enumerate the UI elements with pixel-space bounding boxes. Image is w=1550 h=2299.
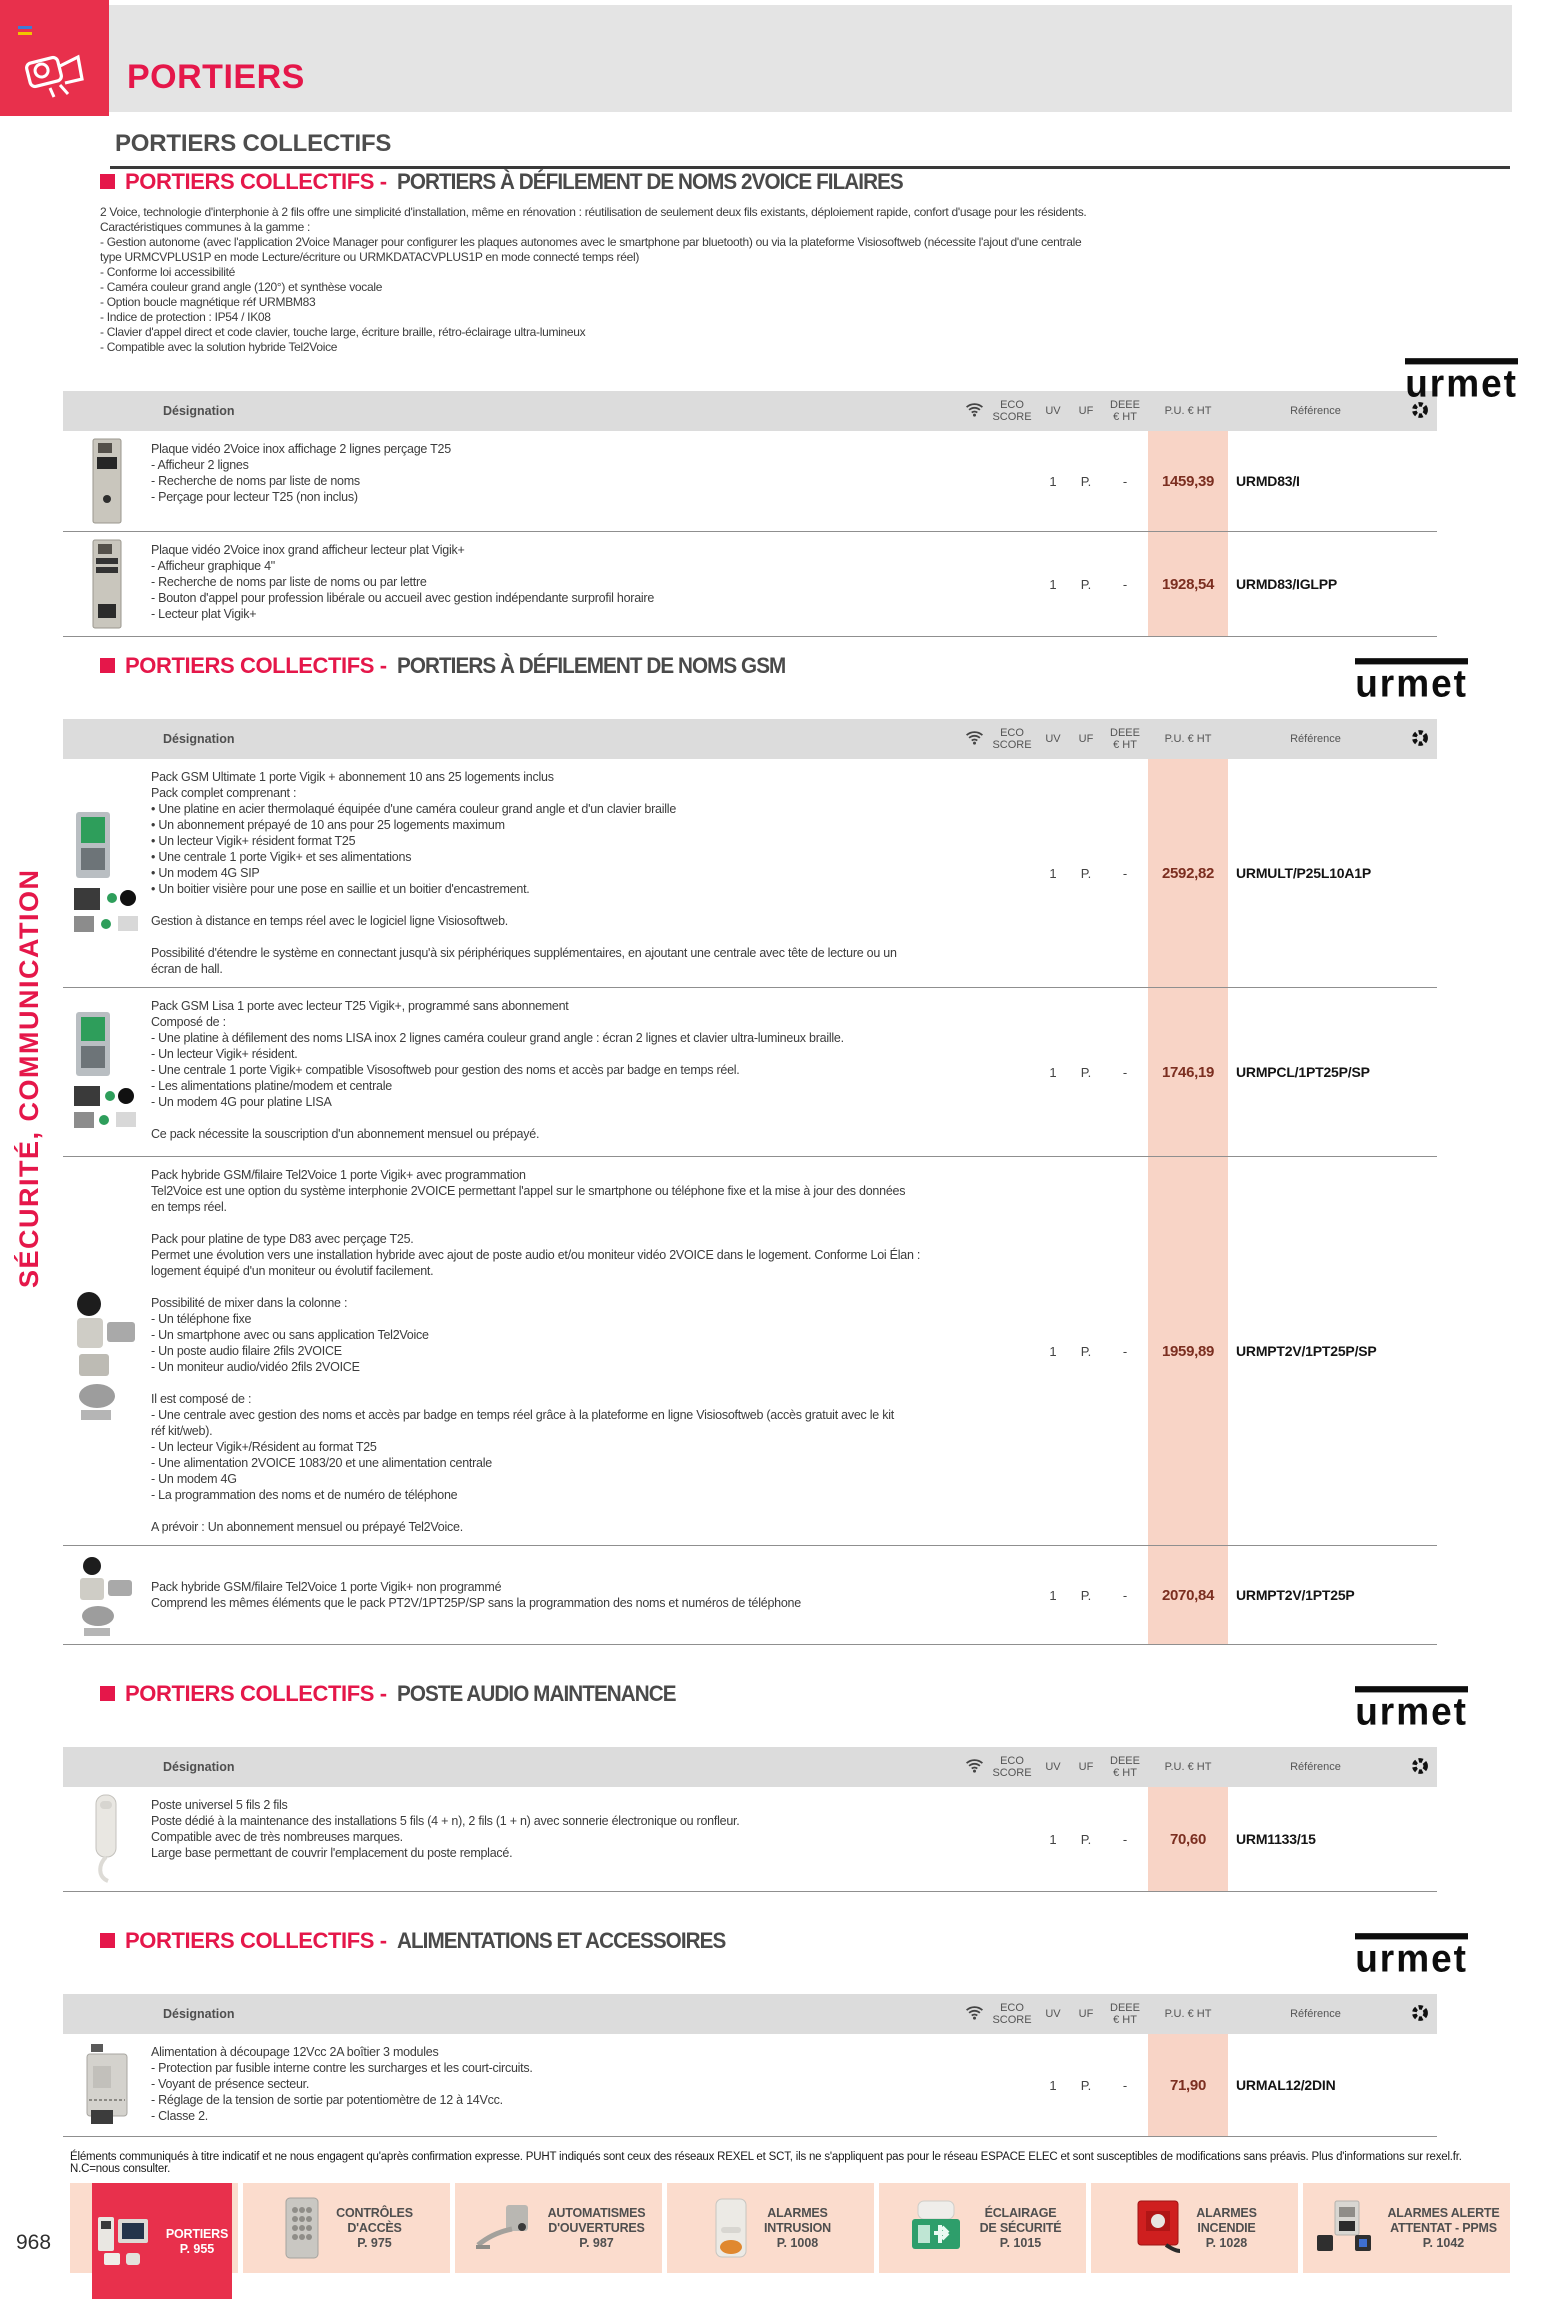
reference-cell: URMD83/IGLPP (1236, 576, 1338, 592)
mini-menu-icon (18, 26, 32, 38)
price-cell: 1928,54 (1148, 532, 1228, 636)
col-uf: UF (1078, 733, 1094, 745)
gate-motor-photo (472, 2201, 536, 2255)
col-uv: UV (1045, 2008, 1061, 2020)
uf-cell: P. (1080, 1064, 1092, 1080)
page-title: PORTIERS (127, 58, 305, 96)
product-image (63, 431, 151, 531)
section-kicker: PORTIERS COLLECTIFS - (125, 1928, 387, 1953)
section-heading (100, 1928, 1550, 1954)
urmet-logo: urmet (1355, 1933, 1468, 1977)
section-kicker: PORTIERS COLLECTIFS - (125, 169, 387, 194)
segmented-ring-icon (1403, 729, 1437, 750)
eco-cell (988, 988, 1036, 1156)
col-eco-score: ECO SCORE (992, 1755, 1032, 1779)
deee-cell: - (1122, 1587, 1128, 1603)
sidebar-vertical-label: SÉCURITÉ, COMMUNICATION (14, 868, 44, 1288)
footer-category-page: P. 1015 (999, 2236, 1042, 2250)
col-reference: Référence (1290, 405, 1341, 417)
col-uf: UF (1078, 2008, 1094, 2020)
table-header-row (63, 391, 1437, 431)
uv-cell: 1 (1049, 1343, 1057, 1359)
price-cell: 1459,39 (1148, 431, 1228, 531)
col-deee: DEEE € HT (1110, 399, 1140, 423)
section-heading (100, 169, 1550, 195)
portiers-photo (96, 2213, 154, 2269)
col-pu: P.U. € HT (1164, 405, 1212, 417)
col-pu: P.U. € HT (1164, 1761, 1212, 1773)
category-nav-bar (70, 2183, 1510, 2273)
table-header-row (63, 1994, 1437, 2034)
product-image (63, 2034, 151, 2136)
price-cell: 70,60 (1148, 1787, 1228, 1891)
options-cell (1403, 1546, 1437, 1644)
table-row (63, 2034, 1437, 2137)
options-cell (1403, 1157, 1437, 1545)
uf-cell: P. (1080, 1831, 1092, 1847)
designation-text: Pack hybride GSM/filaire Tel2Voice 1 porte Vigik+ non programmé Comprend les mêmes éléments que le pack PT2V/1PT25P/SP sans la programmation des noms et numéros de téléphone (151, 1580, 801, 1610)
product-image (63, 988, 151, 1156)
col-designation: Désignation (163, 1760, 235, 1774)
designation-text: Alimentation à découpage 12Vcc 2A boîtier 3 modules - Protection par fusible interne contre les surcharges et les court-circuits. - Voyant de présence secteur. - Réglage de la tension de sortie par potentiomètre de 12 à 14Vcc. - Classe 2. (151, 2045, 533, 2123)
col-uv: UV (1045, 405, 1061, 417)
segmented-ring-icon (1403, 2004, 1437, 2025)
footer-category-page: P. 955 (179, 2241, 215, 2256)
uv-cell: 1 (1049, 1064, 1057, 1080)
footer-category-alarmes-alerte-attentat[interactable] (1298, 2183, 1510, 2273)
urmet-logo: urmet (1355, 658, 1468, 702)
uf-cell: P. (1080, 865, 1092, 881)
eco-cell (988, 431, 1036, 531)
uv-cell: 1 (1049, 473, 1057, 489)
footer-category-alarmes-intrusion[interactable] (662, 2183, 874, 2273)
category-red-tile (0, 0, 109, 116)
section-2voice-filaires (0, 169, 1550, 637)
page-subtitle: PORTIERS COLLECTIFS (115, 130, 392, 157)
col-uv: UV (1045, 1761, 1061, 1773)
wifi-cell (960, 532, 988, 636)
table-row (63, 1546, 1437, 1645)
price-cell: 1746,19 (1148, 988, 1228, 1156)
col-deee: DEEE € HT (1110, 1755, 1140, 1779)
uf-cell: P. (1080, 1343, 1092, 1359)
call-point-photo (1132, 2199, 1184, 2257)
uv-cell: 1 (1049, 1587, 1057, 1603)
col-eco-score: ECO SCORE (992, 399, 1032, 423)
table-row (63, 988, 1437, 1157)
wifi-cell (960, 1546, 988, 1644)
uv-cell: 1 (1049, 1831, 1057, 1847)
wifi-cell (960, 1157, 988, 1545)
uf-cell: P. (1080, 576, 1092, 592)
footer-category-label: AUTOMATISMES D'OUVERTURES (547, 2206, 646, 2235)
footer-category-label: ALARMES INTRUSION (764, 2206, 831, 2235)
footer-category-controles-acces[interactable] (238, 2183, 450, 2273)
page-number: 968 (16, 2231, 52, 2254)
footer-category-label: PORTIERS (165, 2226, 229, 2241)
reference-cell: URMPCL/1PT25P/SP (1236, 1064, 1370, 1080)
price-cell: 1959,89 (1148, 1157, 1228, 1545)
col-uf: UF (1078, 1761, 1094, 1773)
footer-category-page: P. 1008 (776, 2236, 819, 2250)
wifi-icon (960, 402, 988, 420)
eco-cell (988, 532, 1036, 636)
section-title: POSTE AUDIO MAINTENANCE (396, 1681, 676, 1706)
ppms-devices-photo (1313, 2199, 1375, 2257)
page-header (0, 0, 1550, 112)
options-cell (1403, 988, 1437, 1156)
keypad-photo (280, 2196, 324, 2260)
uf-cell: P. (1080, 1587, 1092, 1603)
footer-category-automatismes[interactable] (450, 2183, 662, 2273)
section-poste-audio (0, 1681, 1550, 1892)
eco-cell (988, 1157, 1036, 1545)
footer-category-label: ALARMES INCENDIE (1196, 2206, 1257, 2235)
table-row (63, 1157, 1437, 1546)
footer-category-alarmes-incendie[interactable] (1086, 2183, 1298, 2273)
reference-cell: URMAL12/2DIN (1236, 2077, 1336, 2093)
col-designation: Désignation (163, 2007, 235, 2021)
wifi-cell (960, 2034, 988, 2136)
section-title: PORTIERS À DÉFILEMENT DE NOMS GSM (396, 653, 786, 678)
table-row (63, 1787, 1437, 1892)
deee-cell: - (1122, 473, 1128, 489)
product-image (63, 1546, 151, 1644)
wifi-cell (960, 759, 988, 987)
designation-text: Poste universel 5 fils 2 fils Poste dédié à la maintenance des installations 5 fils (4 + n), 2 fils (1 + n) avec sonnerie électronique ou ronfleur. Compatible avec de très nombreuses marques. Large base permettant de couvrir l'emplacement du poste remplacé. (151, 1798, 740, 1860)
urmet-logo: urmet (1355, 1686, 1468, 1730)
intercom-camera-icon (20, 48, 90, 100)
options-cell (1403, 2034, 1437, 2136)
footer-category-label: CONTRÔLES D'ACCÈS (336, 2206, 413, 2235)
col-reference: Référence (1290, 733, 1341, 745)
options-cell (1403, 431, 1437, 531)
deee-cell: - (1122, 865, 1128, 881)
col-eco-score: ECO SCORE (992, 2002, 1032, 2026)
deee-cell: - (1122, 1831, 1128, 1847)
red-square-bullet-icon (100, 174, 115, 189)
options-cell (1403, 532, 1437, 636)
uf-cell: P. (1080, 473, 1092, 489)
designation-text: Pack GSM Ultimate 1 porte Vigik + abonnement 10 ans 25 logements inclus Pack complet comprenant : • Une platine en acier thermolaqué équipée d'une caméra couleur grand angle et d'un clavier braille • Un abonnement prépayé de 10 ans pour 25 logements maximum • Un lecteur Vigik+ résident format T25 • Une centrale 1 porte Vigik+ et ses alimentations • Un modem 4G SIP • Un boitier visière pour une pose en saillie et un boitier d'encastrement. Gestion à distance en temps réel avec le logiciel ligne Visiosoftweb. Possibilité d'étendre le système en connectant jusqu'à six périphériques supplémentaires, en ajoutant une centrale avec tête de lecture ou un écran de hall. (151, 770, 897, 976)
product-table-poste-audio (63, 1747, 1437, 1892)
eco-cell (988, 1787, 1036, 1891)
section-gsm (0, 653, 1550, 1645)
reference-cell: URMPT2V/1PT25P/SP (1236, 1343, 1377, 1359)
subtitle-wrap (115, 130, 1550, 158)
footer-category-page: P. 975 (357, 2236, 392, 2250)
section-kicker: PORTIERS COLLECTIFS - (125, 1681, 387, 1706)
footer-category-eclairage-securite[interactable] (874, 2183, 1086, 2273)
section-alimentations (0, 1928, 1550, 2137)
red-square-bullet-icon (100, 658, 115, 673)
product-table-gsm (63, 719, 1437, 1645)
col-designation: Désignation (163, 732, 235, 746)
col-uf: UF (1078, 405, 1094, 417)
segmented-ring-icon (1403, 1757, 1437, 1778)
col-eco-score: ECO SCORE (992, 727, 1032, 751)
price-cell: 71,90 (1148, 2034, 1228, 2136)
reference-cell: URMPT2V/1PT25P (1236, 1587, 1355, 1603)
wifi-icon (960, 1758, 988, 1776)
designation-text: Pack hybride GSM/filaire Tel2Voice 1 porte Vigik+ avec programmation Tel2Voice est une option du système interphonie 2VOICE permettant l'appel sur le smartphone ou téléphone fixe et la mise à jour des données en temps réel. Pack pour platine de type D83 avec perçage T25. Permet une évolution vers une installation hybride avec ajout de poste audio et/ou moniteur vidéo 2VOICE dans le logement. Conforme Loi Élan : logement équipé d'un moniteur ou évolutif facilement. Possibilité de mixer dans la colonne : - Un téléphone fixe - Un smartphone avec ou sans application Tel2Voice - Un poste audio filaire 2fils 2VOICE - Un moniteur audio/vidéo 2fils 2VOICE Il est composé de : - Une centrale avec gestion des noms et accès par badge en temps réel grâce à la plateforme en ligne Visiosoftweb (accès gratuit avec le kit réf kit/web). - Un lecteur Vigik+/Résident au format T25 - Une alimentation 2VOICE 1083/20 et une alimentation centrale - Un modem 4G - La programmation des noms et de numéro de téléphone A prévoir : Un abonnement mensuel ou prépayé Tel2Voice. (151, 1168, 921, 1534)
reference-cell: URMD83/I (1236, 473, 1300, 489)
price-cell: 2592,82 (1148, 759, 1228, 987)
price-cell: 2070,84 (1148, 1546, 1228, 1644)
deee-cell: - (1122, 1064, 1128, 1080)
red-square-bullet-icon (100, 1933, 115, 1948)
product-image (63, 759, 151, 987)
eco-cell (988, 1546, 1036, 1644)
product-image (63, 1787, 151, 1891)
col-pu: P.U. € HT (1164, 733, 1212, 745)
col-reference: Référence (1290, 2008, 1341, 2020)
table-header-row (63, 1747, 1437, 1787)
col-deee: DEEE € HT (1110, 2002, 1140, 2026)
footer-category-label: ALARMES ALERTE ATTENTAT - PPMS (1387, 2206, 1500, 2235)
footer-category-page: P. 1042 (1422, 2236, 1465, 2250)
wifi-cell (960, 1787, 988, 1891)
uf-cell: P. (1080, 2077, 1092, 2093)
col-pu: P.U. € HT (1164, 2008, 1212, 2020)
product-table-alimentations (63, 1994, 1437, 2137)
page-footer (0, 2183, 1550, 2273)
product-image (63, 532, 151, 636)
footer-category-page: P. 1028 (1205, 2236, 1248, 2250)
eco-cell (988, 2034, 1036, 2136)
header-gray-strip (104, 5, 1512, 112)
col-uv: UV (1045, 733, 1061, 745)
deee-cell: - (1122, 2077, 1128, 2093)
col-reference: Référence (1290, 1761, 1341, 1773)
designation-text: Plaque vidéo 2Voice inox grand afficheur lecteur plat Vigik+ - Afficheur graphique 4" - Recherche de noms par liste de noms ou par lettre - Bouton d'appel pour profession libérale ou accueil avec gestion indépendante surprofil horaire - Lecteur plat Vigik+ (151, 543, 655, 621)
wifi-icon (960, 730, 988, 748)
exit-sign-photo (904, 2199, 968, 2257)
deee-cell: - (1122, 576, 1128, 592)
table-row (63, 431, 1437, 532)
disclaimer-text: Éléments communiqués à titre indicatif et ne nous engagent qu'après confirmation expresse. PUHT indiqués sont ceux des réseaux REXEL et SCT, ils ne s'appliquent pas pour le réseau ESPACE ELEC et sont susceptibles de modifications sans préavis. Plus d'informations sur rexel.fr. N.C=nous consulter. (70, 2151, 1462, 2175)
options-cell (1403, 1787, 1437, 1891)
siren-photo (710, 2197, 752, 2259)
wifi-cell (960, 431, 988, 531)
section-title: ALIMENTATIONS ET ACCESSOIRES (396, 1928, 726, 1953)
footer-category-page: P. 987 (579, 2236, 614, 2250)
red-square-bullet-icon (100, 1686, 115, 1701)
uv-cell: 1 (1049, 865, 1057, 881)
section-intro-text: 2 Voice, technologie d'interphonie à 2 fils offre une simplicité d'installation, même en rénovation : réutilisation de seulement deux fils existants, déploiement rapide, confort d'usage pour les résidents. Caractéristiques communes à la gamme : - Gestion autonome (avec l'application 2Voice Manager pour configurer les plaques autonomes avec le smartphone par bluetooth) ou via la plateforme Visiosoftweb (nécessite l'ajout d'une centrale type URMCVPLUS1P en mode Lecture/écriture ou URMKDATACVPLUS1P en mode connecté temps réel) - Conforme loi accessibilité - Caméra couleur grand angle (120°) et synthèse vocale - Option boucle magnétique réf URMBM83 - Indice de protection : IP54 / IK08 - Clavier d'appel direct et code clavier, touche large, écriture braille, rétro-éclairage ultra-lumineux - Compatible avec la solution hybride Tel2Voice (100, 205, 1087, 354)
eco-cell (988, 759, 1036, 987)
section-kicker: PORTIERS COLLECTIFS - (125, 653, 387, 678)
section-heading (100, 1681, 1550, 1707)
reference-cell: URMULT/P25L10A1P (1236, 865, 1372, 881)
table-row (63, 532, 1437, 637)
section-heading (100, 653, 1550, 679)
wifi-cell (960, 988, 988, 1156)
footer-category-portiers[interactable] (92, 2183, 232, 2299)
designation-text: Pack GSM Lisa 1 porte avec lecteur T25 Vigik+, programmé sans abonnement Composé de : - Une platine à défilement des noms LISA inox 2 lignes caméra couleur grand angle : écran 2 lignes et clavier ultra-lumineux braille. - Un lecteur Vigik+ résident. - Une centrale 1 porte Vigik+ compatible Visosoftweb pour gestion des noms et accès par badge en temps réel. - Les alimentations platine/modem et centrale - Un modem 4G pour platine LISA Ce pack nécessite la souscription d'un abonnement mensuel ou prépayé. (151, 999, 844, 1141)
wifi-icon (960, 2005, 988, 2023)
section-intro-row (100, 205, 1518, 405)
designation-text: Plaque vidéo 2Voice inox affichage 2 lignes perçage T25 - Afficheur 2 lignes - Recherche de noms par liste de noms - Perçage pour lecteur T25 (non inclus) (151, 442, 451, 504)
urmet-logo: urmet (1405, 358, 1518, 402)
table-row (63, 759, 1437, 988)
col-deee: DEEE € HT (1110, 727, 1140, 751)
reference-cell: URM1133/15 (1236, 1831, 1316, 1847)
uv-cell: 1 (1049, 2077, 1057, 2093)
table-header-row (63, 719, 1437, 759)
product-table-2voice (63, 391, 1437, 637)
col-designation: Désignation (163, 404, 235, 418)
options-cell (1403, 759, 1437, 987)
deee-cell: - (1122, 1343, 1128, 1359)
footer-category-label: ÉCLAIRAGE DE SÉCURITÉ (979, 2206, 1062, 2235)
section-title: PORTIERS À DÉFILEMENT DE NOMS 2VOICE FILAIRES (396, 169, 903, 194)
uv-cell: 1 (1049, 576, 1057, 592)
product-image (63, 1157, 151, 1545)
